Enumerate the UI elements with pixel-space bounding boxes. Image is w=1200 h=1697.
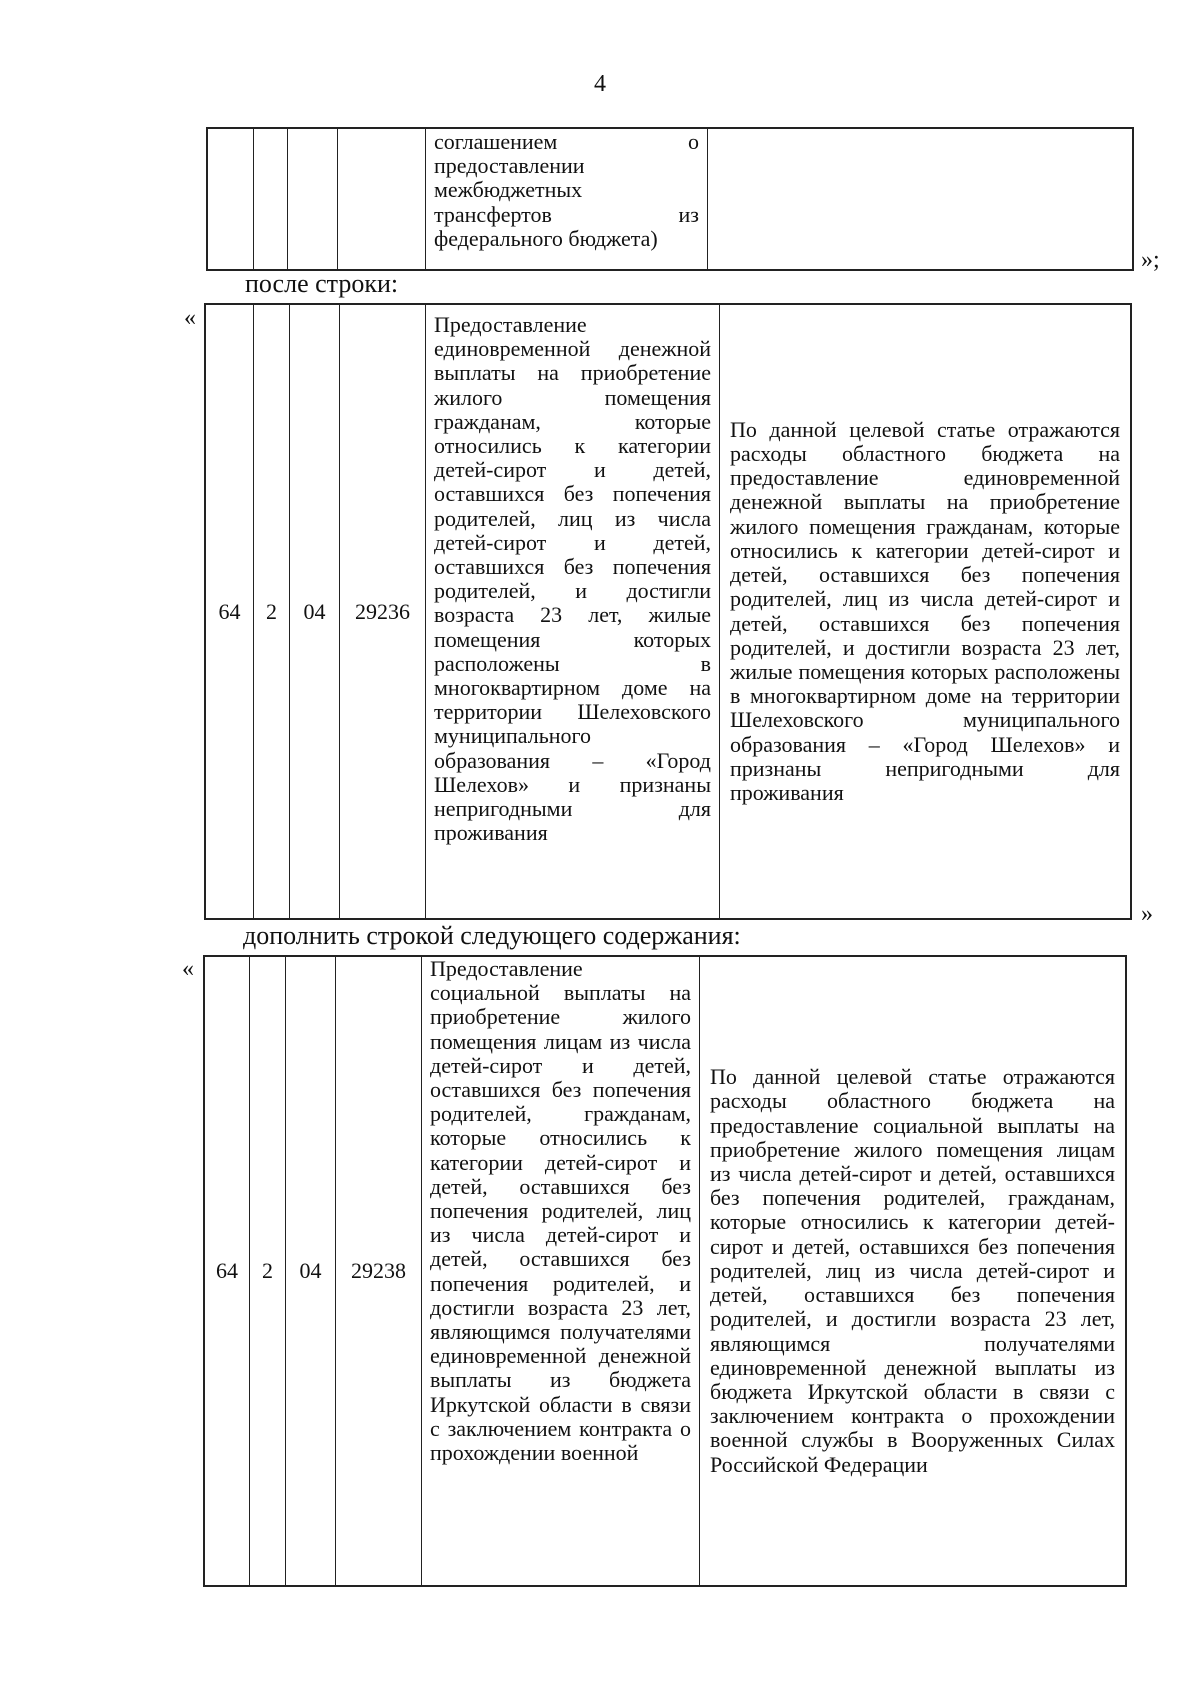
name-cell [426, 129, 708, 269]
code-2: 2 [262, 1258, 273, 1283]
description-cell [720, 305, 1130, 918]
name-text: Предоставление единовременной денежной выплаты на приобретение жилого помещения гражданам, которые относились к категории детей-сирот и детей, оставшихся без попечения родителей, лиц из числа детей-сирот и детей, оставшихся без попечения родителей, и достигли возраста 23 лет, жилые помещения которых расположены в многоквартирном доме на территории Шелеховского муниципального образования – «Город Шелехов» и признаны непригодными для проживания [434, 312, 711, 846]
name-text: соглашением о предоставлении межбюджетных трансфертов из федерального бюджета) [434, 129, 699, 251]
code-3: 04 [299, 1258, 322, 1283]
code-4: 29238 [351, 1258, 406, 1283]
opening-quote-2: « [182, 956, 194, 982]
closing-quote-semicolon: »; [1141, 247, 1160, 273]
code-cell-3 [286, 957, 336, 1585]
name-cell [422, 957, 700, 1585]
code-cell-2 [254, 305, 290, 918]
code-cell-1 [205, 957, 250, 1585]
code-cell-1 [206, 305, 254, 918]
opening-quote-1: « [184, 305, 196, 331]
code-4: 29236 [355, 598, 410, 624]
description-text: По данной целевой статье отражаются расходы областного бюджета на предоставление социальной выплаты на приобретение жилого помещения лицам из числа детей-сирот и детей, оставшихся без попечения родителей, гражданам, которые относились к категории детей-сирот и детей, оставшихся без попечения родителей, лиц из числа детей-сирот и детей, оставшихся без попечения родителей, и достигли возраста 23 лет, являющимся получателями единовременной денежной выплаты из бюджета Иркутской области в связи с заключением контракта о прохождении военной службы в Вооруженных Силах Российской Федерации [710, 1064, 1115, 1477]
code-1: 64 [218, 598, 241, 624]
code-cell-2 [254, 129, 288, 269]
page-number: 4 [594, 71, 606, 97]
name-cell [426, 305, 720, 918]
caption-after-row: после строки: [245, 269, 399, 298]
caption-add-row: дополнить строкой следующего содержания: [243, 921, 741, 950]
code-cell-4 [338, 129, 426, 269]
code-1: 64 [216, 1258, 238, 1283]
closing-quote-1: » [1141, 901, 1153, 927]
code-cell-1 [208, 129, 254, 269]
code-cell-3 [290, 305, 340, 918]
description-cell [708, 129, 1132, 269]
table-row-2 [203, 955, 1127, 1587]
code-cell-3 [288, 129, 338, 269]
table-row-1 [204, 303, 1132, 920]
description-cell [700, 957, 1125, 1585]
code-3: 04 [303, 598, 326, 624]
name-text: Предоставление социальной выплаты на приобретение жилого помещения лицам из числа детей-сирот и детей, оставшихся без попечения родителей, гражданам, которые относились к категории детей-сирот и детей, оставшихся без попечения родителей, лиц из числа детей-сирот и детей, оставшихся без попечения родителей, и достигли возраста 23 лет, являющимся получателями единовременной денежной выплаты из бюджета Иркутской области в связи с заключением контракта о прохождении военной [430, 957, 691, 1466]
code-cell-4 [336, 957, 422, 1585]
table-top-fragment [206, 127, 1134, 271]
description-text: По данной целевой статье отражаются расходы областного бюджета на предоставление единовременной денежной выплаты на приобретение жилого помещения гражданам, которые относились к категории детей-сирот и детей, оставшихся без попечения родителей, лиц из числа детей-сирот и детей, оставшихся без попечения родителей, и достигли возраста 23 лет, жилые помещения которых расположены в многоквартирном доме на территории Шелеховского муниципального образования – «Город Шелехов» и признаны непригодными для проживания [730, 416, 1120, 805]
code-2: 2 [266, 598, 277, 624]
code-cell-4 [340, 305, 426, 918]
code-cell-2 [250, 957, 286, 1585]
